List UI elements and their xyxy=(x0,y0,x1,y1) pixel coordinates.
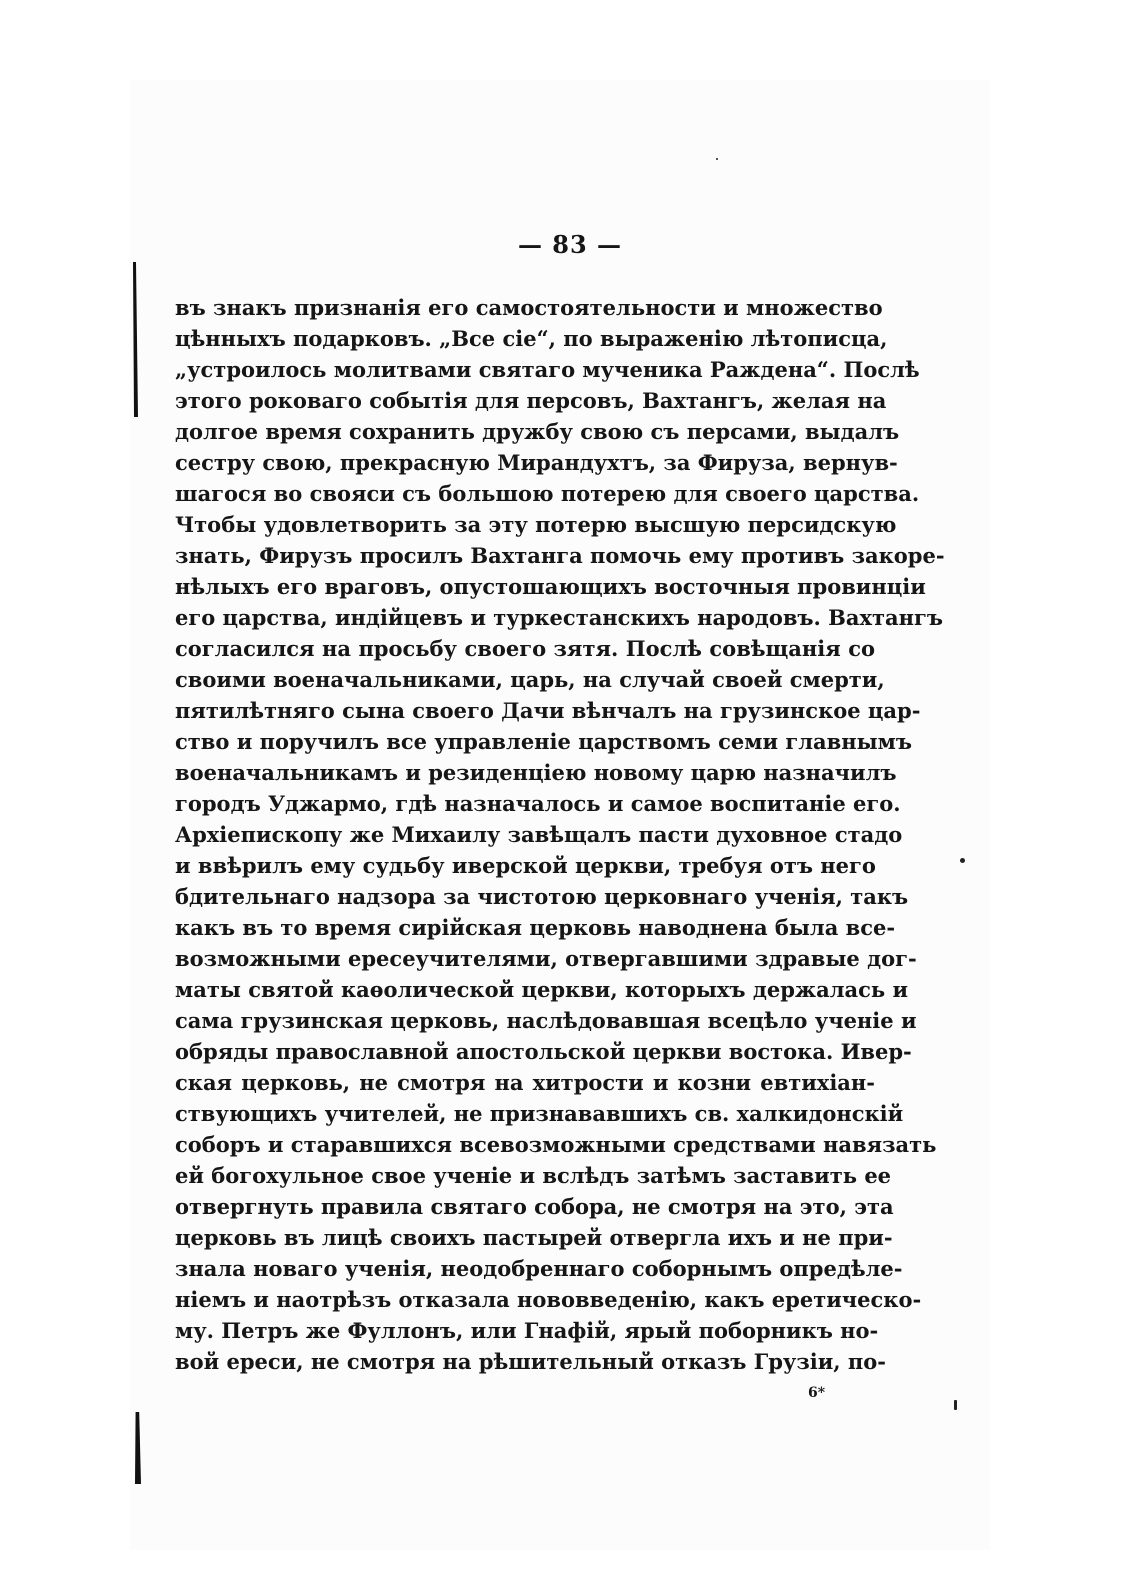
text-line: пятилѣтняго сына своего Дачи вѣнчалъ на грузинское цар- xyxy=(175,698,921,723)
text-line: вой ереси, не смотря на рѣшительный отказъ Грузіи, по- xyxy=(175,1349,887,1374)
text-line: ніемъ и наотрѣзъ отказала нововведенію, какъ еретическо- xyxy=(175,1287,922,1312)
scan-speck xyxy=(960,858,965,863)
body-text xyxy=(175,292,945,1377)
text-line: своими военачальниками, царь, на случай своей смерти, xyxy=(175,667,885,692)
text-line: „устроилось молитвами святаго мученика Раждена“. Послѣ xyxy=(175,357,920,382)
text-line: му. Петръ же Фуллонъ, или Гнафій, ярый поборникъ но- xyxy=(175,1318,879,1343)
text-line: этого роковаго событія для персовъ, Вахтангъ, желая на xyxy=(175,388,887,413)
text-line: согласился на просьбу своего зятя. Послѣ совѣщанія со xyxy=(175,636,875,661)
text-line: бдительнаго надзора за чистотою церковнаго ученія, такъ xyxy=(175,884,909,909)
text-line: и ввѣрилъ ему судьбу иверской церкви, требуя отъ него xyxy=(175,853,876,878)
text-line: нѣлыхъ его враговъ, опустошающихъ восточныя провинціи xyxy=(175,574,926,599)
text-line: городъ Уджармо, гдѣ назначалось и самое воспитаніе его. xyxy=(175,791,901,816)
text-line: ская церковь, не смотря на хитрости и козни евтихіан- xyxy=(175,1070,875,1095)
text-line: шагося во свояси съ большою потерею для своего царства. xyxy=(175,481,920,506)
text-line: Архіепископу же Михаилу завѣщалъ пасти духовное стадо xyxy=(175,822,903,847)
text-line: долгое время сохранить дружбу свою съ персами, выдалъ xyxy=(175,419,900,444)
text-line: ствующихъ учителей, не признававшихъ св. халкидонскій xyxy=(175,1101,904,1126)
text-line: маты святой каѳолической церкви, которыхъ держалась и xyxy=(175,977,909,1002)
text-line: ей богохульное свое ученіе и вслѣдъ затѣмъ заставить ее xyxy=(175,1163,892,1188)
text-line: возможными ересеучителями, отвергавшими здравые дог- xyxy=(175,946,917,971)
scan-speck xyxy=(716,158,718,160)
text-line: сестру свою, прекрасную Мирандухтъ, за Фируза, вернув- xyxy=(175,450,898,475)
signature-mark: 6* xyxy=(808,1385,826,1401)
scan-speck xyxy=(954,1400,957,1410)
text-line: отвергнуть правила святаго собора, не смотря на это, эта xyxy=(175,1194,894,1219)
text-line: обряды православной апостольской церкви востока. Ивер- xyxy=(175,1039,912,1064)
text-line: его царства, индійцевъ и туркестанскихъ народовъ. Вахтангъ xyxy=(175,605,943,630)
text-line: военачальникамъ и резиденціею новому царю назначилъ xyxy=(175,760,897,785)
text-line: ство и поручилъ все управленіе царствомъ семи главнымъ xyxy=(175,729,912,754)
text-line: соборъ и старавшихся всевозможными средствами навязать xyxy=(175,1132,937,1157)
text-line: Чтобы удовлетворить за эту потерю высшую персидскую xyxy=(175,512,897,537)
text-line: цѣнныхъ подарковъ. „Все сіе“, по выраженію лѣтописца, xyxy=(175,326,888,351)
text-line: знать, Фирузъ просилъ Вахтанга помочь ему противъ закоре- xyxy=(175,543,945,568)
text-line: въ знакъ признанія его самостоятельности и множество xyxy=(175,295,883,320)
text-line: знала новаго ученія, неодобреннаго соборнымъ опредѣле- xyxy=(175,1256,903,1281)
text-line: какъ въ то время сирійская церковь наводнена была все- xyxy=(175,915,896,940)
text-line: церковь въ лицѣ своихъ пастырей отвергла ихъ и не при- xyxy=(175,1225,893,1250)
page-number: — 83 — xyxy=(517,230,623,259)
text-line: сама грузинская церковь, наслѣдовавшая всецѣло ученіе и xyxy=(175,1008,917,1033)
